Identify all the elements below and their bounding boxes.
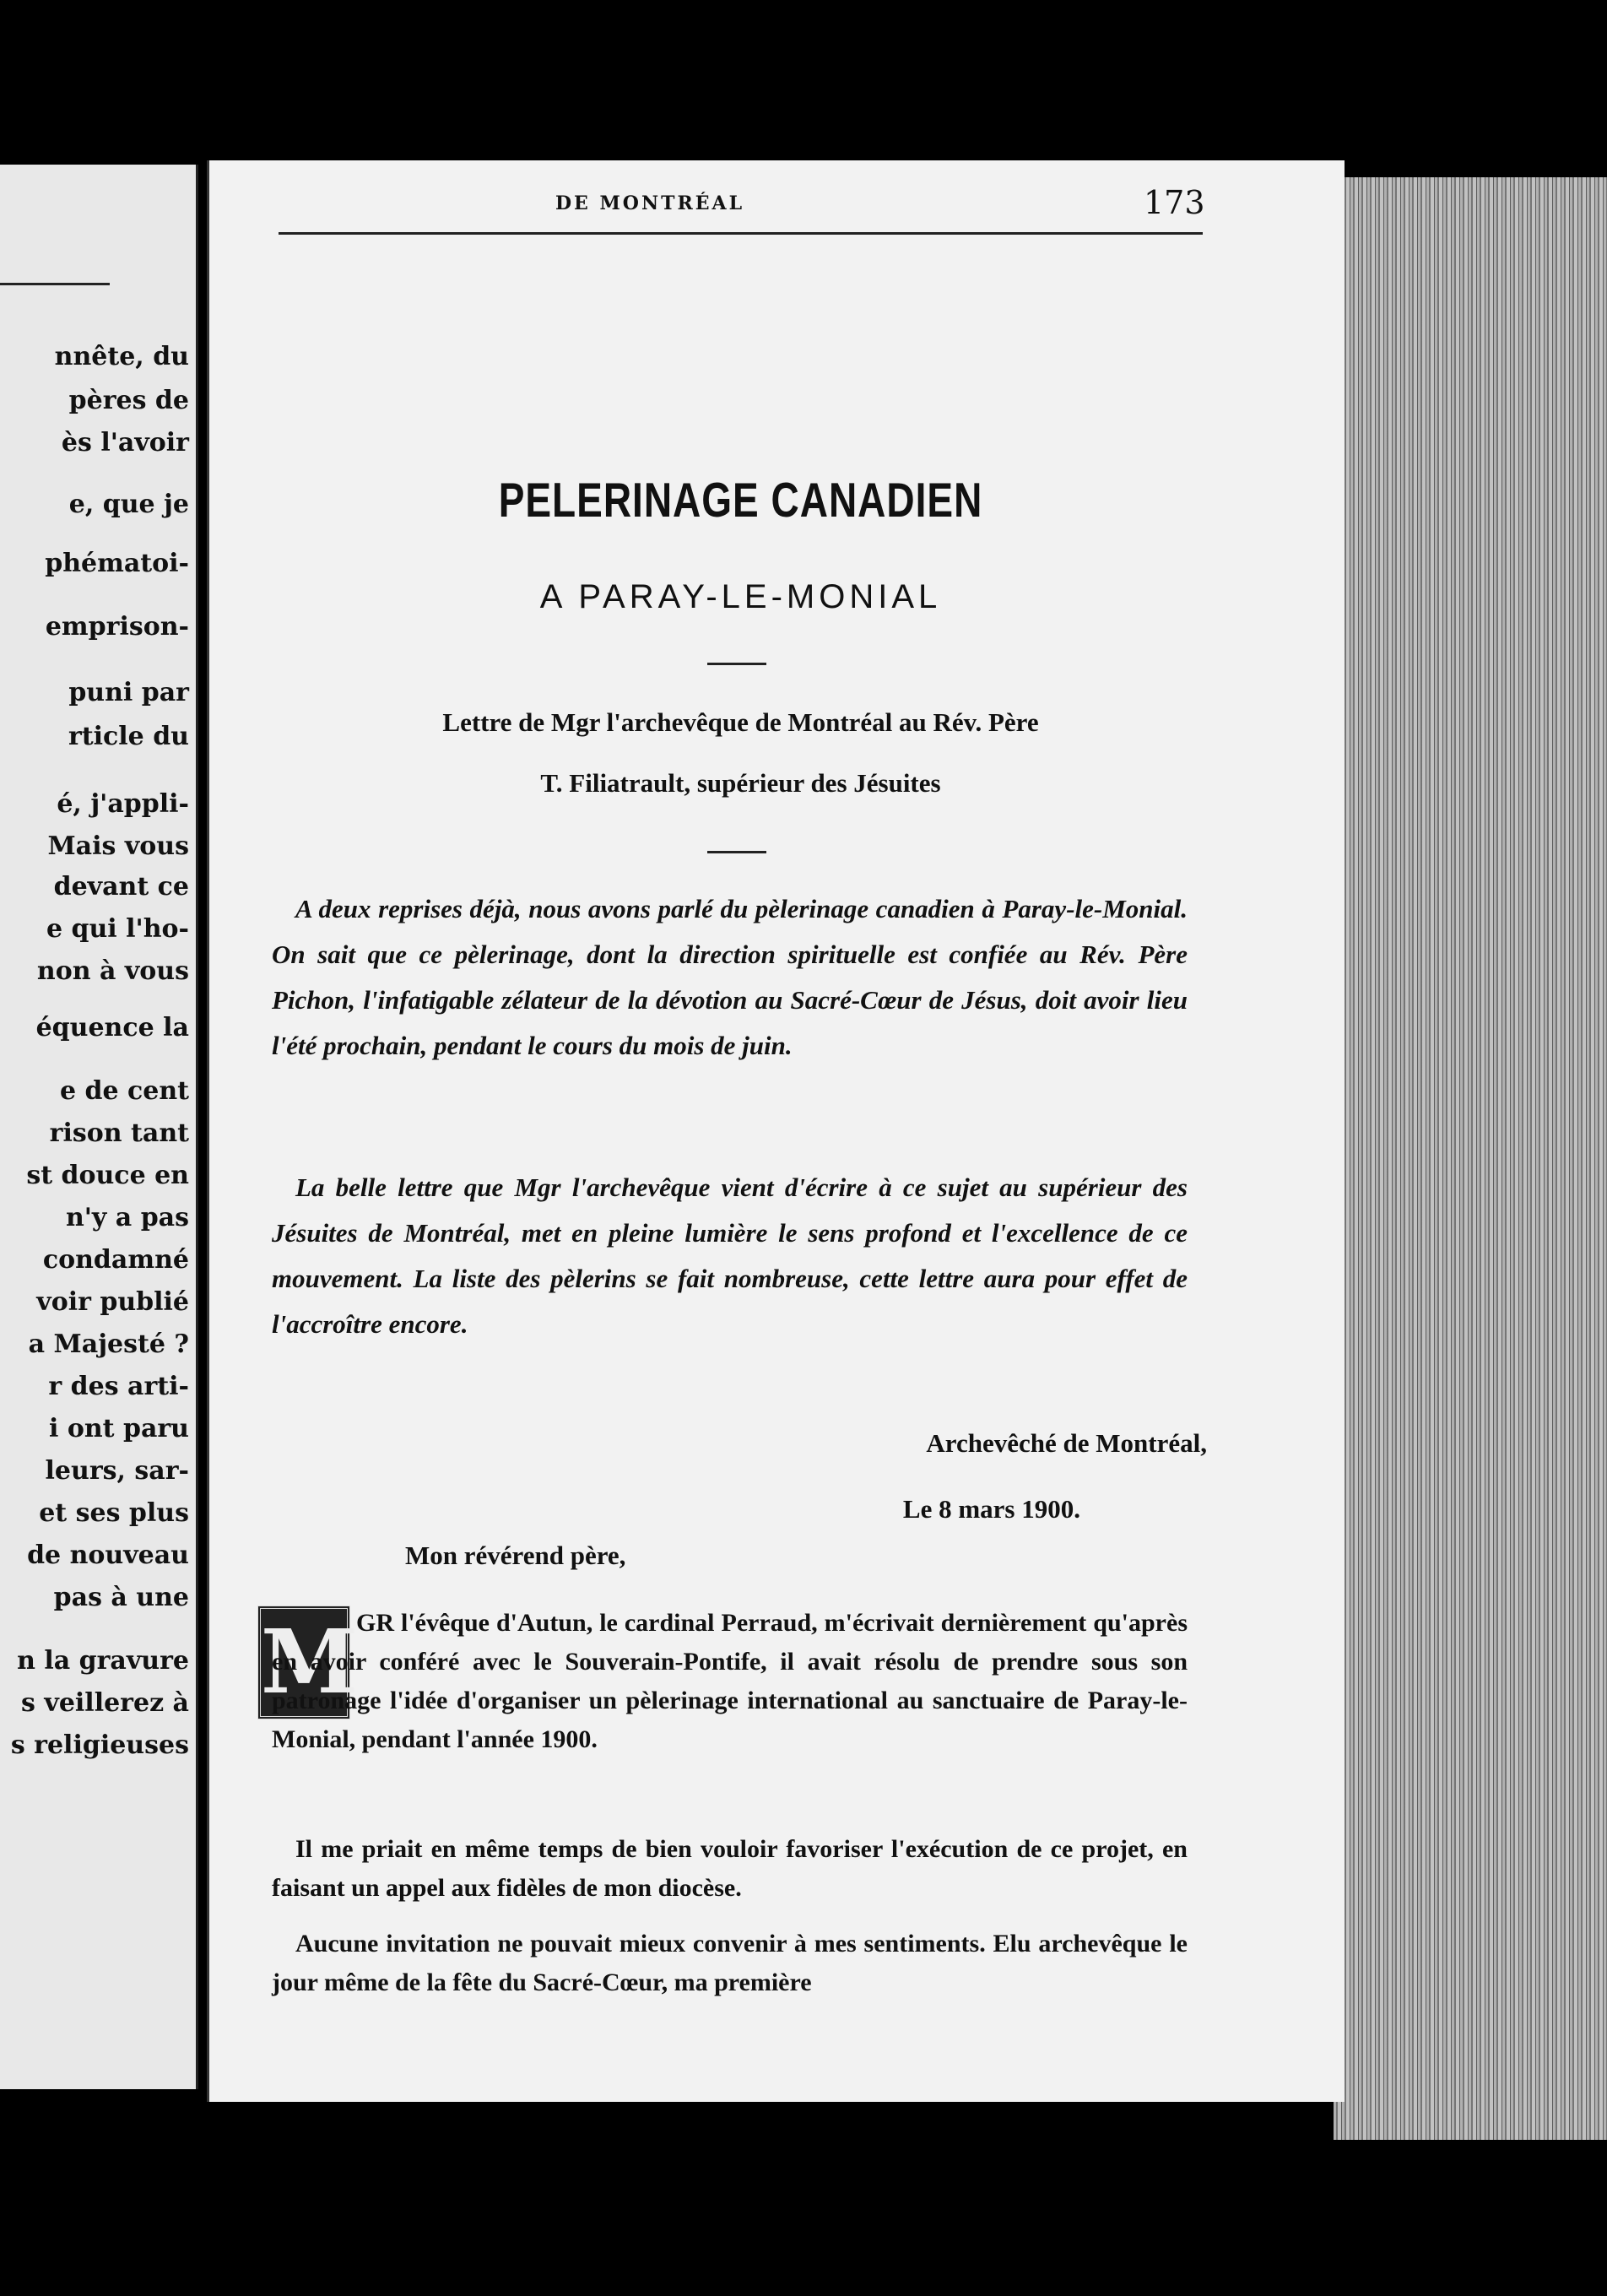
left-facing-page — [0, 165, 198, 2089]
letter-date: Le 8 mars 1900. — [902, 1494, 1080, 1524]
heading-divider — [707, 851, 766, 853]
letter-paragraph: GR l'évêque d'Autun, le cardinal Perraud, m'écrivait dernièrement qu'après en avoir conféré avec le Souverain-Pontife, il avait résolu de prendre sous son patronage l'idée d'organiser un pèlerinage international au sanctuaire de Paray-le-Monial, pendant l'année 1900. — [272, 1609, 1188, 1753]
left-page-line: emprison- — [45, 612, 189, 642]
left-page-line: e de cent — [59, 1076, 189, 1106]
title-divider — [707, 663, 766, 665]
left-page-line: i ont paru — [49, 1414, 189, 1443]
left-page-rule — [0, 283, 110, 285]
left-page-line: devant ce — [53, 872, 189, 902]
left-page-line: s religieuses — [10, 1730, 189, 1760]
running-head: DE MONTRÉAL — [555, 192, 745, 214]
left-page-line: pas à une — [53, 1583, 189, 1612]
left-page-line: phématoi- — [45, 549, 189, 578]
left-page-line: ès l'avoir — [61, 428, 189, 458]
left-page-line: nnête, du — [54, 342, 189, 371]
page-number: 173 — [1144, 184, 1205, 221]
book-page-edges — [1334, 177, 1607, 2140]
left-page-line: a Majesté ? — [28, 1329, 189, 1359]
left-page-line: e, que je — [68, 490, 189, 519]
left-page-line: rison tant — [49, 1118, 189, 1148]
left-page-line: rticle du — [68, 722, 189, 751]
right-page — [207, 160, 1345, 2102]
left-page-line: non à vous — [36, 956, 189, 986]
letter-salutation: Mon révérend père, — [405, 1541, 626, 1570]
left-page-line: condamné — [42, 1245, 189, 1275]
left-page-line: voir publié — [36, 1287, 189, 1317]
left-page-line: pères de — [68, 386, 189, 415]
left-page-line: puni par — [68, 678, 189, 707]
left-page-line: n la gravure — [17, 1646, 189, 1676]
letter-heading-line-2: T. Filiatrault, supérieur des Jésuites — [540, 768, 941, 798]
letter-paragraph: Il me priait en même temps de bien vouloir favoriser l'exécution de ce projet, en faisant un appel aux fidèles de mon diocèse. — [272, 1835, 1188, 1902]
drop-cap: M — [257, 1606, 350, 1719]
letter-heading-line-1: Lettre de Mgr l'archevêque de Montréal au Rév. Père — [442, 707, 1039, 737]
left-page-line: s veillerez à — [21, 1688, 189, 1718]
left-page-line: Mais vous — [47, 831, 189, 861]
left-page-line: e qui l'ho- — [46, 914, 189, 944]
article-subtitle: A PARAY-LE-MONIAL — [539, 578, 942, 615]
header-rule — [279, 232, 1203, 235]
left-page-line: leurs, sar- — [45, 1456, 189, 1486]
intro-paragraph: A deux reprises déjà, nous avons parlé du pèlerinage canadien à Paray-le-Monial. On sait que ce pèlerinage, dont la direction spirituelle est confiée au Rév. Père Pichon, l'infatigable zélateur de la dévotion au Sacré-Cœur de Jésus, doit avoir lieu l'été prochain, pendant le cours du mois de juin. — [272, 894, 1188, 1060]
article-title: PELERINAGE CANADIEN — [498, 472, 983, 528]
left-page-line: é, j'appli- — [57, 789, 189, 819]
left-page-line: équence la — [35, 1013, 189, 1042]
letter-paragraph: Aucune invitation ne pouvait mieux convenir à mes sentiments. Elu archevêque le jour même de la fête du Sacré-Cœur, ma première — [272, 1930, 1188, 1996]
intro-paragraph: La belle lettre que Mgr l'archevêque vient d'écrire à ce sujet au supérieur des Jésuites de Montréal, met en pleine lumière le sens profond et l'excellence de ce mouvement. La liste des pèlerins se fait nombreuse, cette lettre aura pour effet de l'accroître encore. — [272, 1172, 1188, 1339]
letter-place: Archevêché de Montréal, — [926, 1428, 1207, 1458]
left-page-line: r des arti- — [48, 1372, 189, 1401]
left-page-line: de nouveau — [27, 1541, 189, 1570]
left-page-line: et ses plus — [39, 1498, 189, 1528]
left-page-line: n'y a pas — [65, 1203, 189, 1232]
left-page-line: st douce en — [26, 1161, 189, 1190]
